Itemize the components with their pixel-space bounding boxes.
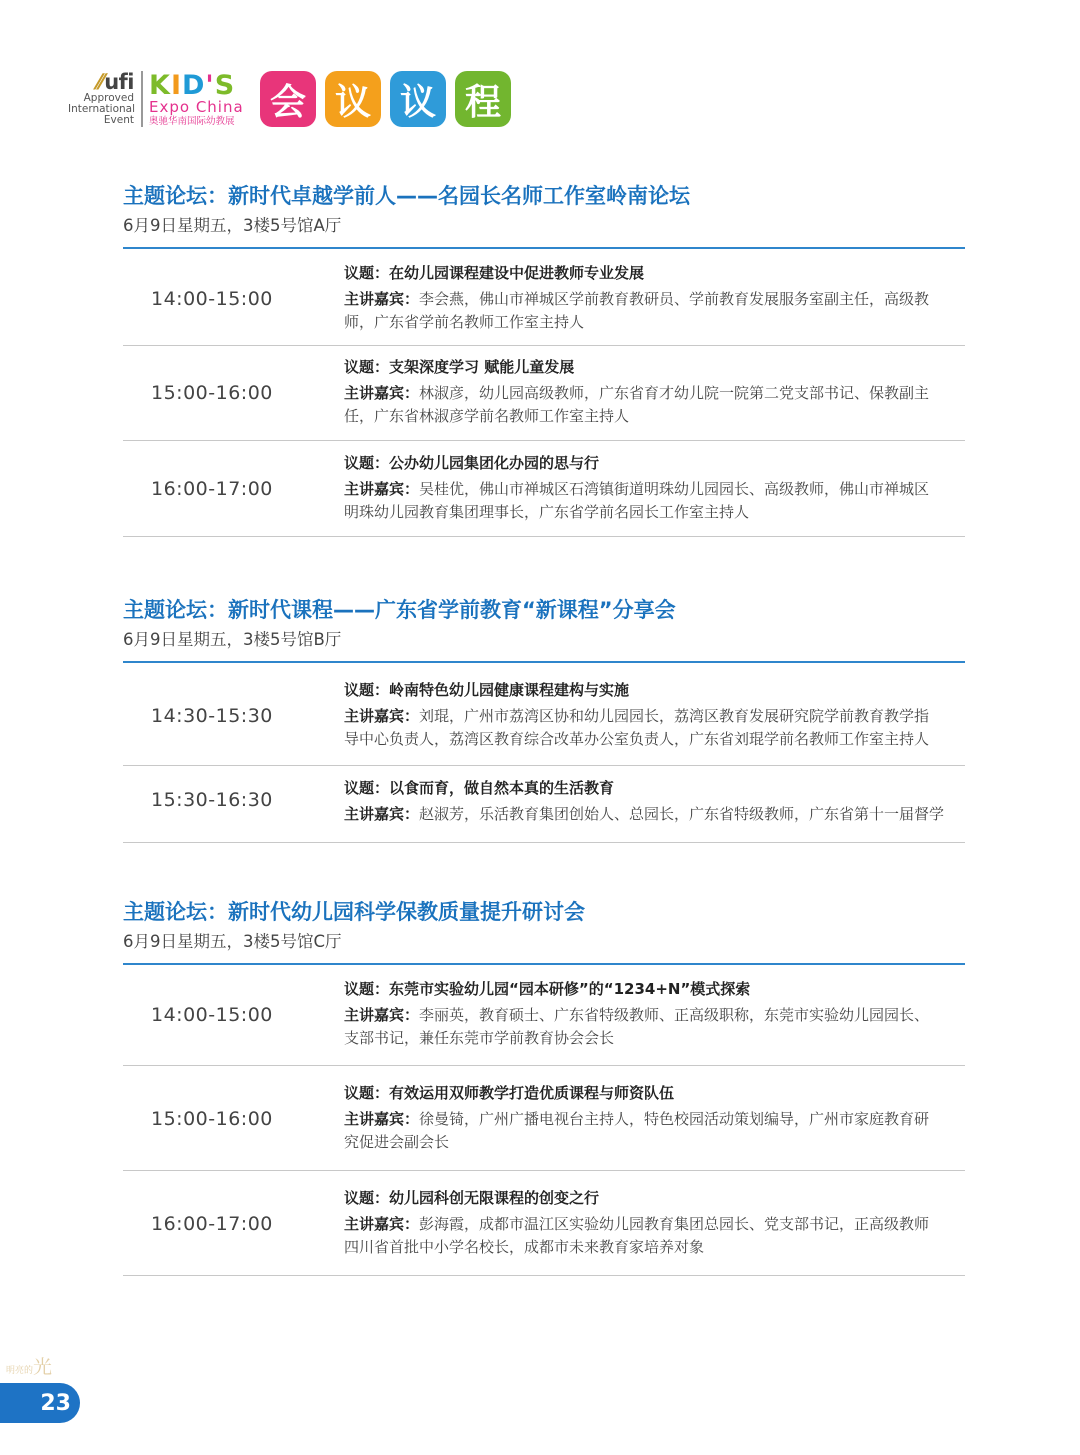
- header: [68, 68, 520, 130]
- forum-title: 主题论坛：新时代课程——广东省学前教育“新课程”分享会: [123, 598, 676, 622]
- ufi-logo: [68, 72, 134, 126]
- session-topic: 议题：支架深度学习 赋能儿童发展: [344, 358, 575, 376]
- session-time: 16:00-17:00: [151, 478, 273, 500]
- footer-deco-big: 光: [33, 1356, 53, 1378]
- kids-wordmark: [149, 69, 249, 101]
- forum-section: [123, 181, 965, 537]
- session-speaker: [344, 803, 984, 826]
- speaker-label: 主讲嘉宾：: [344, 1110, 420, 1128]
- session-content: [344, 678, 964, 751]
- speaker-label: 主讲嘉宾：: [344, 1006, 420, 1024]
- session-time: 15:00-16:00: [151, 1108, 273, 1130]
- ufi-line: Approved: [83, 92, 134, 104]
- session-topic: 议题：有效运用双师教学打造优质课程与师资队伍: [344, 1084, 675, 1102]
- session-speaker: [344, 288, 964, 334]
- session-time: 15:00-16:00: [151, 382, 273, 404]
- session-speaker: [344, 382, 964, 428]
- session-content: [344, 451, 964, 524]
- session-row: [123, 663, 965, 766]
- ufi-mark-text: ufi: [104, 70, 134, 94]
- speaker-line: 任，广东省林淑彦学前名教师工作室主持人: [344, 407, 630, 425]
- session-topic: 议题：公办幼儿园集团化办园的思与行: [344, 454, 600, 472]
- footer-deco-small: 明亮的: [6, 1366, 34, 1376]
- kids-letter: ': [205, 69, 215, 101]
- session-speaker: [344, 1108, 964, 1154]
- session-topic: 议题：以食而育，做自然本真的生活教育: [344, 779, 615, 797]
- session-time: 16:00-17:00: [151, 1213, 273, 1235]
- session-time: 14:00-15:00: [151, 1004, 273, 1026]
- session-row: [123, 1171, 965, 1276]
- session-content: [344, 776, 984, 826]
- kids-letter: K: [149, 69, 171, 101]
- speaker-line: 李丽英，教育硕士、广东省特级教师、正高级职称，东莞市实验幼儿园园长、: [419, 1006, 930, 1024]
- session-content: [344, 261, 964, 334]
- session-content: [344, 1081, 964, 1154]
- session-speaker: [344, 1004, 964, 1050]
- session-row: [123, 249, 965, 346]
- speaker-label: 主讲嘉宾：: [344, 480, 420, 498]
- session-row: [123, 346, 965, 441]
- speaker-label: 主讲嘉宾：: [344, 1215, 420, 1233]
- speaker-line: 徐曼锜，广州广播电视台主持人，特色校园活动策划编导，广州市家庭教育研: [419, 1110, 930, 1128]
- page-heading-tiles: [260, 71, 520, 127]
- forum-date-venue: 6月9日星期五，3楼5号馆B厅: [123, 630, 342, 649]
- logo-divider: [141, 71, 143, 127]
- session-topic: 议题：在幼儿园课程建设中促进教师专业发展: [344, 264, 645, 282]
- heading-tile: 会: [260, 71, 316, 127]
- session-topic: 议题：幼儿园科创无限课程的创变之行: [344, 1189, 600, 1207]
- ufi-line: International: [68, 103, 136, 115]
- speaker-label: 主讲嘉宾：: [344, 290, 420, 308]
- session-row: [123, 965, 965, 1066]
- speaker-line: 支部书记，兼任东莞市学前教育协会会长: [344, 1029, 615, 1047]
- session-content: [344, 355, 964, 428]
- session-topic: 议题：东莞市实验幼儿园“园本研修”的“1234+N”模式探索: [344, 980, 751, 998]
- session-speaker: [344, 478, 964, 524]
- forum-date-venue: 6月9日星期五，3楼5号馆C厅: [123, 932, 342, 951]
- session-speaker: [344, 1213, 964, 1259]
- session-time: 14:00-15:00: [151, 288, 273, 310]
- speaker-line: 四川省首批中小学名校长，成都市未来教育家培养对象: [344, 1238, 705, 1256]
- kids-letter: I: [170, 69, 182, 101]
- session-row: [123, 1066, 965, 1171]
- speaker-label: 主讲嘉宾：: [344, 805, 420, 823]
- session-row: [123, 441, 965, 537]
- speaker-line: 导中心负责人，荔湾区教育综合改革办公室负责人，广东省刘琨学前名教师工作室主持人: [344, 730, 930, 748]
- forum-section: [123, 595, 965, 843]
- heading-tile: 程: [455, 71, 511, 127]
- session-time: 14:30-15:30: [151, 705, 273, 727]
- speaker-line: 李会燕，佛山市禅城区学前教育教研员、学前教育发展服务室副主任，高级教: [419, 290, 930, 308]
- footer-decoration: [6, 1352, 52, 1379]
- forum-title: 主题论坛：新时代卓越学前人——名园长名师工作室岭南论坛: [123, 184, 690, 208]
- kids-letter: S: [214, 69, 236, 101]
- expo-china-text: Expo China: [149, 97, 244, 116]
- ufi-swoosh-icon: ⁄⁄: [97, 70, 104, 94]
- page-number: 23: [0, 1383, 80, 1423]
- forum-section: [123, 897, 965, 1276]
- expo-chinese-name: 奥驰华南国际幼教展: [149, 115, 235, 127]
- forum-title: 主题论坛：新时代幼儿园科学保教质量提升研讨会: [123, 900, 585, 924]
- heading-tile: 议: [325, 71, 381, 127]
- speaker-label: 主讲嘉宾：: [344, 384, 420, 402]
- kids-letter: D: [181, 69, 206, 101]
- session-topic: 议题：岭南特色幼儿园健康课程建构与实施: [344, 681, 630, 699]
- forum-date-venue: 6月9日星期五，3楼5号馆A厅: [123, 216, 342, 235]
- speaker-line: 林淑彦，幼儿园高级教师，广东省育才幼儿院一院第二党支部书记、保教副主: [419, 384, 930, 402]
- session-speaker: [344, 705, 964, 751]
- speaker-line: 究促进会副会长: [344, 1133, 450, 1151]
- session-content: [344, 1186, 964, 1259]
- kids-expo-logo: [149, 69, 249, 127]
- speaker-label: 主讲嘉宾：: [344, 707, 420, 725]
- ufi-line: Event: [103, 114, 134, 126]
- speaker-line: 吴桂优，佛山市禅城区石湾镇街道明珠幼儿园园长、高级教师，佛山市禅城区: [419, 480, 930, 498]
- speaker-line: 明珠幼儿园教育集团理事长，广东省学前名园长工作室主持人: [344, 503, 750, 521]
- session-content: [344, 977, 964, 1050]
- speaker-line: 师，广东省学前名教师工作室主持人: [344, 313, 585, 331]
- session-time: 15:30-16:30: [151, 789, 273, 811]
- heading-tile: 议: [390, 71, 446, 127]
- session-row: [123, 766, 965, 843]
- speaker-line: 刘琨，广州市荔湾区协和幼儿园园长，荔湾区教育发展研究院学前教育教学指: [419, 707, 930, 725]
- speaker-line: 赵淑芳，乐活教育集团创始人、总园长，广东省特级教师，广东省第十一届督学: [419, 805, 945, 823]
- speaker-line: 彭海霞，成都市温江区实验幼儿园教育集团总园长、党支部书记，正高级教师: [419, 1215, 930, 1233]
